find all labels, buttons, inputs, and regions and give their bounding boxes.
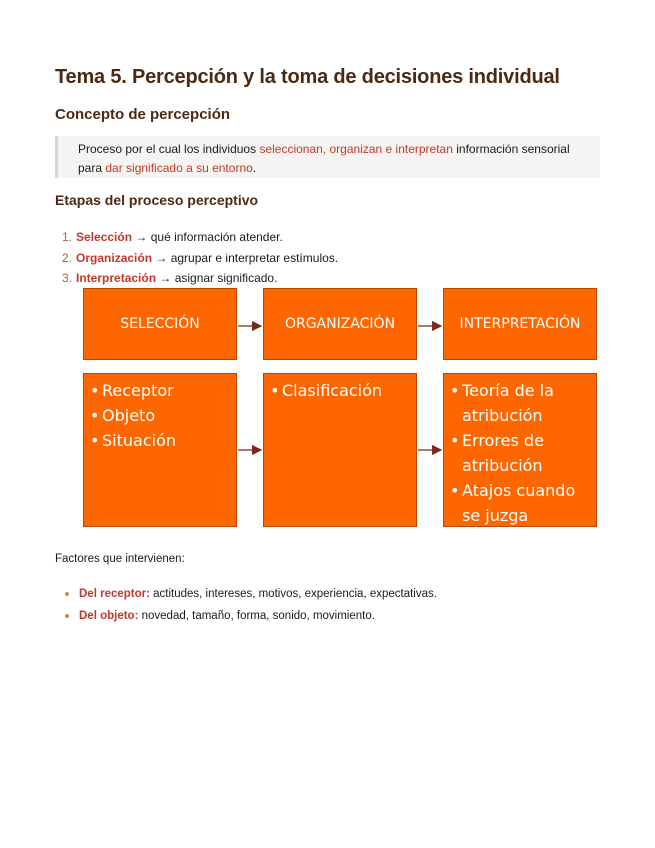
factor-label: Del objeto: (79, 610, 139, 622)
quote-text-2: información sensorial para (78, 142, 570, 175)
factor-text: novedad, tamaño, forma, sonido, movimiento. (138, 610, 375, 622)
stage-desc: → agrupar e interpretar estímulos. (152, 250, 339, 265)
quote-text-1: Proceso por el cual los individuos (78, 142, 260, 156)
list-number: 2. (62, 250, 73, 265)
diagram-bullet: • Clasificación (270, 378, 410, 403)
diagram-body-selection (83, 373, 237, 527)
list-item (62, 248, 338, 269)
factor-text: actitudes, intereses, motivos, experiencia, expectativas. (149, 588, 437, 600)
stages-heading: Etapas del proceso perceptivo (55, 192, 259, 208)
diagram-bullet: • Objeto (90, 403, 230, 428)
quote-highlight-1: seleccionan, organizan e interpretan (259, 142, 453, 156)
factor-label: Del receptor: (79, 588, 150, 600)
diagram-body-organization (263, 373, 417, 527)
definition-quote (55, 136, 600, 178)
stage-desc: → qué información atender. (132, 230, 283, 244)
concept-heading: Concepto de percepción (55, 106, 231, 123)
list-item (62, 268, 338, 289)
quote-text-3: . (252, 161, 257, 175)
header-label: ORGANIZACIÓN (284, 316, 396, 332)
page-title: Tema 5. Percepción y la toma de decisiones individual (55, 66, 560, 88)
diagram-bullet: • Situación (90, 428, 230, 453)
stage-term: Selección (76, 230, 133, 244)
diagram-bullet: • Receptor (90, 378, 230, 403)
factors-list (64, 583, 437, 627)
list-number: 3. (62, 271, 73, 285)
header-label: SELECCIÓN (120, 316, 200, 332)
stage-term: Organización (76, 250, 153, 265)
diagram-header-selection (83, 288, 237, 360)
diagram-body-interpretation (443, 373, 597, 527)
header-label: INTERPRETACIÓN (459, 316, 581, 332)
diagram-bullet: • Teoría de la atribución (450, 378, 590, 428)
diagram-header-interpretation (443, 288, 597, 360)
diagram-bullet: • Atajos cuando se juzga (450, 478, 590, 528)
list-number: 1. (62, 230, 73, 244)
stage-term: Interpretación (76, 271, 157, 285)
stages-list (62, 227, 338, 289)
list-item (62, 227, 338, 248)
list-item (64, 583, 437, 605)
factors-title: Factores que intervienen: (55, 553, 185, 565)
quote-highlight-2: dar significado a su entorno (105, 161, 253, 175)
list-item (64, 605, 437, 627)
stage-desc: → asignar significado. (156, 271, 278, 285)
diagram-header-organization (263, 288, 417, 360)
diagram-bullet: • Errores de atribución (450, 428, 590, 478)
